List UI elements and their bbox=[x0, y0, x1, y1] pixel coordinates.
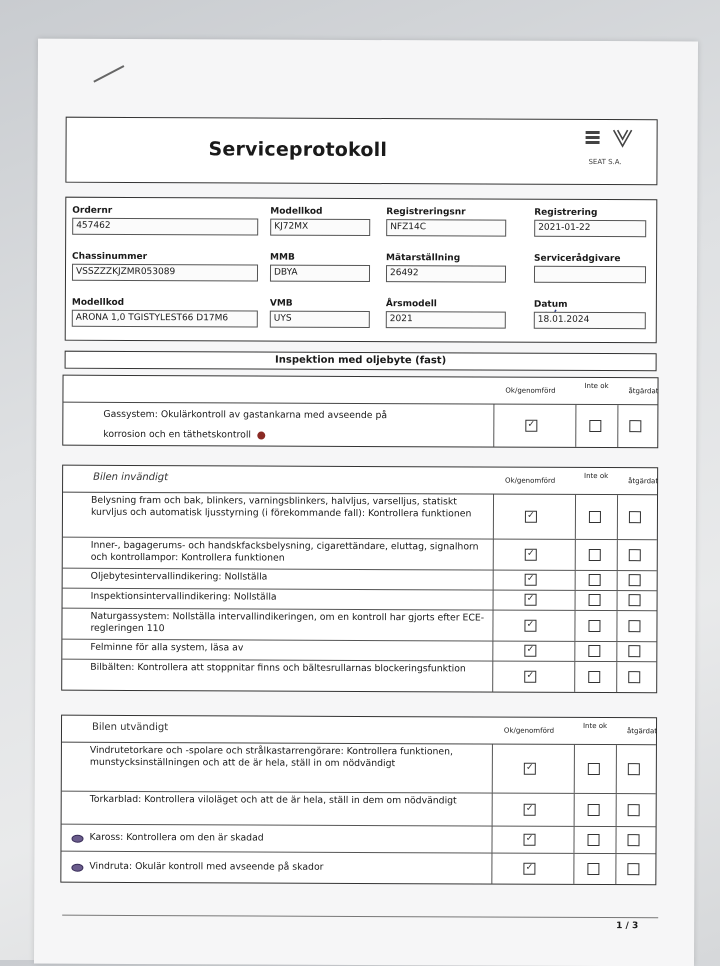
checklist-row bbox=[61, 852, 655, 885]
fixed-checkbox[interactable] bbox=[628, 834, 640, 846]
ok-checkbox[interactable]: ✓ bbox=[524, 671, 536, 683]
row-text: Bilbälten: Kontrollera att stoppnitar finns och bältesrullarnas blockeringsfunktion bbox=[90, 661, 466, 675]
fixed-checkbox[interactable] bbox=[627, 863, 639, 875]
fixed-checkbox[interactable] bbox=[628, 620, 640, 632]
not-ok-checkbox[interactable] bbox=[589, 574, 601, 586]
ok-checkbox[interactable]: ✓ bbox=[524, 834, 536, 846]
row-text: Kaross: Kontrollera om den är skadad bbox=[89, 831, 264, 844]
not-ok-checkbox[interactable] bbox=[588, 671, 600, 683]
seat-logo-icon bbox=[586, 131, 600, 145]
service-advisor-field: Servicerådgivare bbox=[534, 254, 646, 283]
not-ok-checkbox[interactable] bbox=[587, 863, 599, 875]
ok-checkbox[interactable]: ✓ bbox=[525, 574, 537, 586]
checklist-row bbox=[63, 569, 657, 592]
section-title: Bilen invändigt bbox=[93, 471, 169, 484]
checklist-row bbox=[63, 589, 657, 612]
pen-mark bbox=[93, 65, 124, 83]
fixed-checkbox[interactable] bbox=[629, 511, 641, 523]
column-header-ok: Ok/genomförd bbox=[505, 386, 556, 395]
row-text: Oljebytesintervallindikering: Nollställa bbox=[90, 570, 268, 583]
checklist-row bbox=[63, 538, 657, 572]
fixed-checkbox[interactable] bbox=[629, 549, 641, 561]
cupra-logo-icon bbox=[612, 128, 634, 148]
ok-checkbox[interactable]: ✓ bbox=[525, 594, 537, 606]
ok-checkbox[interactable]: ✓ bbox=[524, 620, 536, 632]
model-description-field: Modellkod ARONA 1,0 TGISTYLEST66 D17M6 bbox=[72, 298, 258, 328]
row-text: Inner-, bagagerums- och handskfacksbelysning, cigarettändare, eluttag, signalhorn och kontrollampor: Kontrollera funktionen bbox=[90, 539, 479, 564]
brand-caption: SEAT S.A. bbox=[588, 157, 622, 167]
fixed-checkbox[interactable] bbox=[629, 574, 641, 586]
section-header bbox=[63, 466, 657, 496]
registration-number-field: Registreringsnr NFZ14C bbox=[386, 207, 506, 237]
mmb-field: MMB DBYA bbox=[270, 253, 370, 282]
row-text-line2: korrosion och en täthetskontroll bbox=[103, 428, 252, 441]
row-text: Vindrutetorkare och -spolare och strålkastarrengörare: Kontrollera funktionen, munstycksinställningen och att de är hela, ställ in om nödvändigt bbox=[89, 744, 454, 770]
model-code-field: Modellkod KJ72MX bbox=[270, 207, 370, 236]
column-header-not-ok: Inte ok bbox=[584, 381, 609, 391]
date-field: Datum 18.01.2024 bbox=[534, 300, 646, 329]
not-ok-checkbox[interactable] bbox=[589, 511, 601, 523]
ok-checkbox[interactable]: ✓ bbox=[524, 804, 536, 816]
page-title: Serviceprotokoll bbox=[208, 138, 388, 162]
exterior-section bbox=[60, 715, 657, 886]
ok-checkbox[interactable]: ✓ bbox=[525, 511, 537, 523]
not-ok-checkbox[interactable] bbox=[589, 549, 601, 561]
ok-checkbox[interactable]: ✓ bbox=[525, 420, 537, 432]
not-ok-checkbox[interactable] bbox=[588, 763, 600, 775]
checklist-row bbox=[63, 403, 657, 448]
gas-system-section bbox=[62, 375, 658, 449]
fixed-checkbox[interactable] bbox=[628, 671, 640, 683]
fixed-checkbox[interactable] bbox=[629, 420, 641, 432]
checklist-row bbox=[62, 660, 656, 693]
checklist-row bbox=[62, 743, 656, 795]
column-header-fixed: åtgärdat bbox=[626, 727, 658, 736]
checklist-row bbox=[63, 493, 657, 541]
fixed-checkbox[interactable] bbox=[629, 594, 641, 606]
model-year-field: Årsmodell 2021 bbox=[386, 299, 506, 329]
fixed-checkbox[interactable] bbox=[628, 645, 640, 657]
inspection-type-banner: Inspektion med oljebyte (fast) bbox=[65, 351, 657, 372]
section-header bbox=[62, 716, 656, 746]
fixed-checkbox[interactable] bbox=[628, 763, 640, 775]
column-header-ok: Ok/genomförd bbox=[503, 726, 555, 735]
registration-date-field: Registrering 2021-01-22 bbox=[534, 208, 646, 237]
not-ok-checkbox[interactable] bbox=[588, 804, 600, 816]
not-ok-checkbox[interactable] bbox=[588, 620, 600, 632]
checklist-row bbox=[62, 609, 656, 643]
not-ok-checkbox[interactable] bbox=[589, 420, 601, 432]
row-text: Naturgassystem: Nollställa intervallindikeringen, om en kontroll har gjorts efter ECE-regleringen 110 bbox=[90, 610, 485, 635]
eye-bullet-icon bbox=[71, 864, 83, 872]
column-header-ok: Ok/genomförd bbox=[505, 476, 556, 485]
row-text: Gassystem: Okulärkontroll av gastankarna med avseende på bbox=[103, 408, 388, 422]
page-number: 1 / 3 bbox=[616, 921, 639, 932]
order-number-field: Ordernr 457462 bbox=[72, 206, 258, 236]
row-text: Felminne för alla system, läsa av bbox=[90, 641, 244, 654]
ok-checkbox[interactable]: ✓ bbox=[524, 763, 536, 775]
fixed-checkbox[interactable] bbox=[628, 804, 640, 816]
interior-section bbox=[61, 465, 658, 694]
not-ok-checkbox[interactable] bbox=[588, 834, 600, 846]
row-text: Vindruta: Okulär kontroll med avseende på skador bbox=[89, 860, 324, 873]
chassis-number-field: Chassinummer VSSZZZKJZMR053089 bbox=[72, 252, 258, 282]
checklist-row bbox=[61, 825, 655, 855]
paper-sheet bbox=[34, 39, 698, 966]
vmb-field: VMB UYS bbox=[270, 299, 370, 328]
vehicle-info-panel bbox=[65, 197, 658, 344]
not-ok-checkbox[interactable] bbox=[588, 645, 600, 657]
document-header bbox=[65, 117, 657, 186]
column-header-fixed: åtgärdat bbox=[628, 477, 659, 486]
column-header-not-ok: Inte ok bbox=[584, 471, 609, 481]
not-ok-checkbox[interactable] bbox=[589, 594, 601, 606]
ok-checkbox[interactable]: ✓ bbox=[523, 863, 535, 875]
odometer-field: Mätarställning 26492 bbox=[386, 253, 506, 283]
red-dot-icon bbox=[257, 431, 265, 439]
checklist-row bbox=[62, 640, 656, 663]
section-header bbox=[63, 376, 657, 406]
ok-checkbox[interactable]: ✓ bbox=[524, 645, 536, 657]
checklist-row bbox=[62, 792, 656, 828]
section-title: Bilen utvändigt bbox=[91, 721, 169, 734]
ok-checkbox[interactable]: ✓ bbox=[525, 549, 537, 561]
column-header-not-ok: Inte ok bbox=[582, 721, 608, 731]
footer-divider bbox=[62, 915, 658, 919]
eye-bullet-icon bbox=[72, 835, 84, 843]
row-text: Torkarblad: Kontrollera viloläget och att de är hela, ställ in dem om nödvändigt bbox=[89, 793, 457, 807]
column-header-fixed: åtgärdat bbox=[628, 387, 659, 396]
row-text: Inspektionsintervallindikering: Nollställa bbox=[90, 590, 277, 603]
row-text: Belysning fram och bak, blinkers, varningsblinkers, halvljus, varselljus, statiskt kurvljus och automatisk ljusstyrning (i förekommande fall): Kontrollera funktionen bbox=[90, 494, 472, 520]
